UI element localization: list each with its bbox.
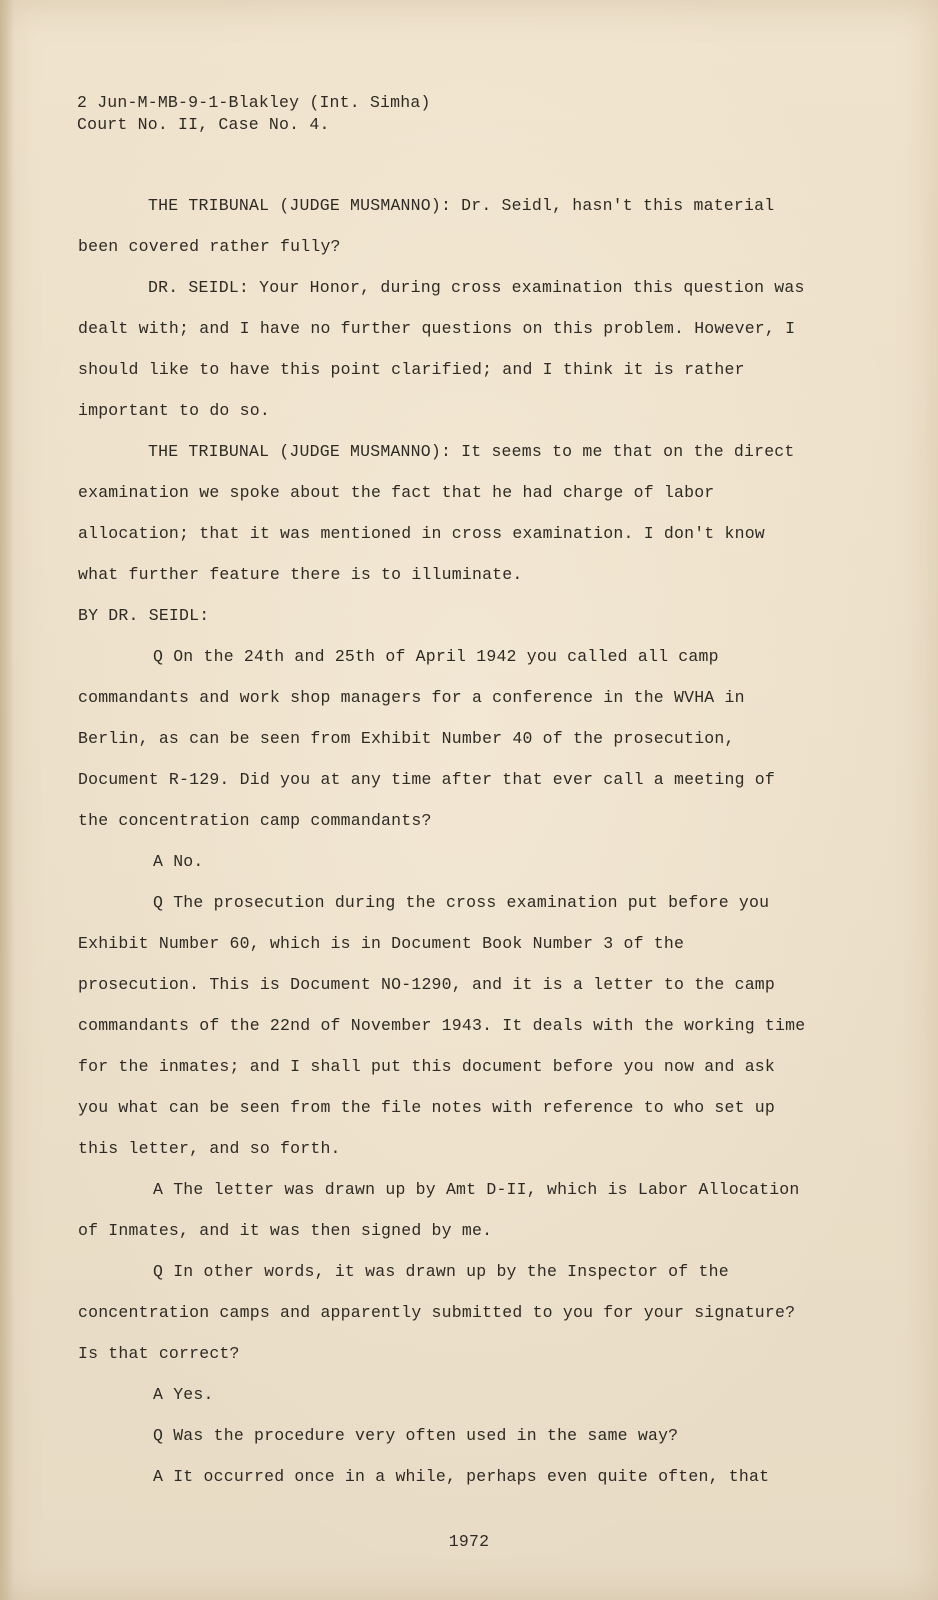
question-paragraph: Q In other words, it was drawn up by the Inspector of the concentration camps and apparently submitted to you for your signature? Is that correct?: [78, 1262, 796, 1363]
answer-paragraph: A The letter was drawn up by Amt D-II, which is Labor Allocation of Inmates, and it was then signed by me.: [78, 1180, 800, 1240]
question-paragraph: Q The prosecution during the cross examination put before you Exhibit Number 60, which is in Document Book Number 3 of the prosecution. This is Document NO-1290, and it is a letter to the camp commandants of the 22nd of November 1943. It deals with the working time for the inmates; and I shall put this document before you now and ask you what can be seen from the file notes with reference to who set up this letter, and so forth.: [78, 893, 806, 1158]
document-header: [77, 92, 431, 136]
question-paragraph: Q Was the procedure very often used in the same way?: [153, 1426, 679, 1445]
transcript-paragraph: DR. SEIDL: Your Honor, during cross examination this question was dealt with; and I have no further questions on this problem. However, I should like to have this point clarified; and I think it is rather important to do so.: [78, 278, 805, 420]
answer-paragraph: A No.: [153, 852, 204, 871]
answer-paragraph: A It occurred once in a while, perhaps even quite often, that: [153, 1467, 770, 1486]
transcript-paragraph: THE TRIBUNAL (JUDGE MUSMANNO): Dr. Seidl, hasn't this material been covered rather fully?: [78, 196, 775, 256]
answer-paragraph: A Yes.: [153, 1385, 214, 1404]
examination-heading: BY DR. SEIDL:: [78, 606, 210, 625]
page-number: 1972: [448, 1532, 490, 1551]
transcript-paragraph: THE TRIBUNAL (JUDGE MUSMANNO): It seems to me that on the direct examination we spoke about the fact that he had charge of labor allocation; that it was mentioned in cross examination. I don't know what further feature there is to illuminate.: [78, 442, 795, 584]
page-edge-shadow: [0, 0, 14, 1600]
question-paragraph: Q On the 24th and 25th of April 1942 you called all camp commandants and work shop managers for a conference in the WVHA in Berlin, as can be seen from Exhibit Number 40 of the prosecution, Document R-129. Did you at any time after that ever call a meeting of the concentration camp commandants?: [78, 647, 776, 830]
transcript-body: [78, 185, 808, 1497]
header-session-line: 2 Jun-M-MB-9-1-Blakley (Int. Simha): [77, 93, 431, 112]
header-court-line: Court No. II, Case No. 4.: [77, 115, 330, 134]
